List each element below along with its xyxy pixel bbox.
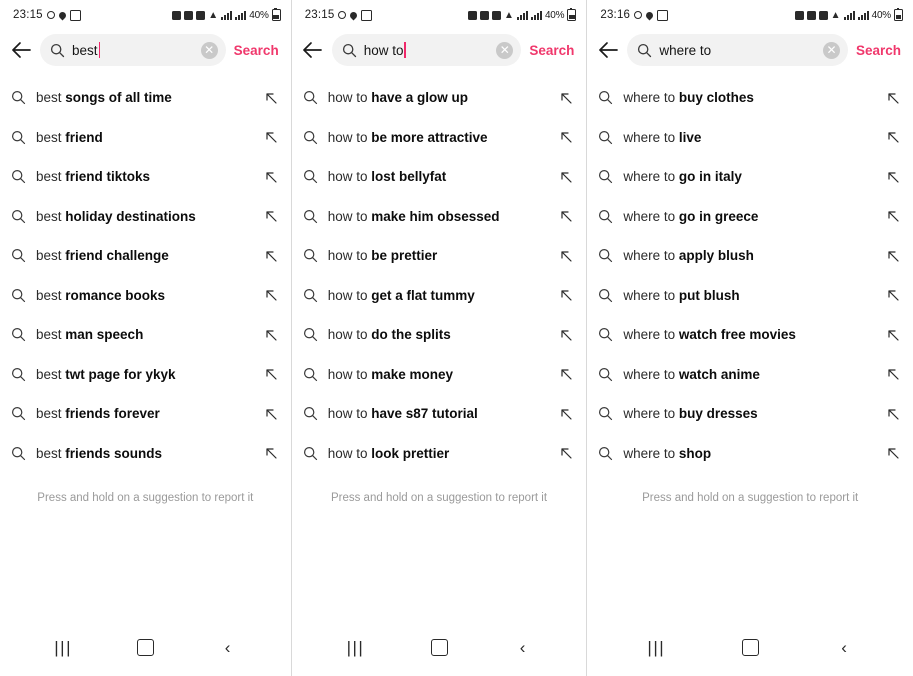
suggestion-item[interactable]: [292, 434, 587, 474]
suggestion-completion: friend challenge: [65, 248, 169, 264]
search-icon: [303, 367, 318, 382]
suggestion-text: [328, 367, 549, 382]
suggestion-prefix: how to: [327, 208, 372, 224]
system-nav-bar: [0, 618, 291, 676]
search-icon: [303, 169, 318, 184]
home-icon: [742, 639, 759, 656]
status-bar-right: [795, 9, 903, 21]
record-dot-icon: [47, 11, 55, 19]
battery-percent: 40%: [544, 9, 565, 21]
suggestion-prefix: how to: [327, 327, 372, 343]
insert-arrow-icon[interactable]: [558, 366, 574, 382]
suggestion-item[interactable]: [292, 394, 587, 434]
home-icon: [137, 639, 154, 656]
phone-screen-howto: [291, 0, 587, 676]
suggestion-prefix: where to: [623, 366, 679, 382]
suggestion-item[interactable]: [292, 78, 587, 118]
suggestion-completion: put blush: [678, 287, 740, 303]
suggestion-prefix: how to: [327, 169, 372, 185]
notification-icon-2: [807, 11, 816, 20]
recents-button[interactable]: |||: [647, 637, 666, 657]
signal-bars-icon-2: [235, 11, 246, 20]
suggestion-item[interactable]: [587, 236, 913, 276]
location-pin-icon: [645, 10, 655, 20]
search-input[interactable]: [627, 34, 848, 66]
suggestion-completion: buy dresses: [678, 406, 758, 422]
suggestion-completion: friends sounds: [65, 445, 163, 461]
insert-arrow-icon[interactable]: [885, 287, 901, 303]
suggestion-prefix: best: [36, 169, 66, 185]
suggestion-completion: man speech: [65, 327, 144, 343]
system-nav-bar: [292, 618, 587, 676]
notification-icon-2: [480, 11, 489, 20]
suggestion-completion: make money: [371, 366, 454, 382]
suggestion-completion: be more attractive: [371, 129, 488, 145]
insert-arrow-icon[interactable]: [558, 248, 574, 264]
search-icon: [303, 130, 318, 145]
suggestion-prefix: best: [36, 208, 66, 224]
home-button[interactable]: [422, 630, 456, 664]
system-nav-bar: [587, 618, 913, 676]
suggestion-prefix: how to: [327, 287, 372, 303]
suggestion-text: [36, 169, 253, 184]
status-bar: [587, 0, 913, 30]
suggestion-item[interactable]: [292, 157, 587, 197]
suggestion-prefix: where to: [623, 406, 679, 422]
suggestion-prefix: best: [36, 248, 66, 264]
notification-icon-3: [492, 11, 501, 20]
insert-arrow-icon[interactable]: [263, 366, 279, 382]
suggestion-prefix: where to: [623, 90, 679, 106]
search-icon: [11, 446, 26, 461]
suggestion-item[interactable]: [587, 434, 913, 474]
back-arrow-icon[interactable]: [8, 37, 34, 63]
suggestion-prefix: best: [36, 366, 66, 382]
back-button[interactable]: ‹: [519, 637, 526, 657]
wifi-icon: ▲: [830, 9, 841, 21]
back-arrow-icon[interactable]: [300, 37, 326, 63]
signal-bars-icon: [844, 11, 855, 20]
insert-arrow-icon[interactable]: [885, 327, 901, 343]
suggestion-item[interactable]: [0, 394, 291, 434]
insert-arrow-icon[interactable]: [263, 169, 279, 185]
suggestion-completion: shop: [678, 445, 712, 461]
suggestion-completion: do the splits: [371, 327, 451, 343]
suggestion-text: [36, 248, 253, 263]
insert-arrow-icon[interactable]: [558, 445, 574, 461]
record-dot-icon: [338, 11, 346, 19]
search-icon: [11, 169, 26, 184]
suggestion-text: [328, 406, 549, 421]
suggestion-item[interactable]: [587, 315, 913, 355]
suggestion-completion: romance books: [65, 287, 166, 303]
search-icon: [598, 248, 613, 263]
suggestion-item[interactable]: [292, 118, 587, 158]
suggestion-prefix: how to: [327, 248, 372, 264]
search-icon: [303, 209, 318, 224]
notification-icon-2: [184, 11, 193, 20]
suggestion-text: [328, 446, 549, 461]
suggestion-prefix: how to: [327, 366, 372, 382]
insert-arrow-icon[interactable]: [263, 406, 279, 422]
insert-arrow-icon[interactable]: [558, 406, 574, 422]
insert-arrow-icon[interactable]: [263, 248, 279, 264]
suggestion-completion: friends forever: [65, 406, 160, 422]
back-button[interactable]: ‹: [224, 637, 231, 657]
search-icon: [598, 90, 613, 105]
suggestion-item[interactable]: [587, 78, 913, 118]
suggestion-item[interactable]: [0, 197, 291, 237]
search-input[interactable]: [332, 34, 522, 66]
suggestion-list: [587, 76, 913, 473]
battery-percent: 40%: [871, 9, 891, 21]
suggestion-completion: have s87 tutorial: [371, 406, 478, 422]
suggestion-item[interactable]: [587, 394, 913, 434]
status-bar-right: [468, 9, 576, 21]
notification-icon-3: [196, 11, 205, 20]
status-bar-right: [172, 9, 280, 21]
suggestion-text: [36, 446, 253, 461]
clear-icon[interactable]: ✕: [823, 42, 840, 59]
text-caret: [404, 42, 406, 58]
search-icon: [342, 43, 357, 58]
suggestion-completion: go in italy: [678, 169, 742, 185]
suggestion-item[interactable]: [0, 236, 291, 276]
suggestion-item[interactable]: [587, 355, 913, 395]
suggestion-item[interactable]: [292, 315, 587, 355]
search-icon: [11, 90, 26, 105]
suggestion-item[interactable]: [0, 78, 291, 118]
battery-percent: 40%: [249, 9, 269, 21]
suggestion-completion: friend tiktoks: [65, 169, 151, 185]
suggestion-text: [623, 406, 875, 421]
insert-arrow-icon[interactable]: [558, 287, 574, 303]
back-arrow-icon[interactable]: [595, 37, 621, 63]
suggestion-prefix: best: [36, 406, 66, 422]
search-icon: [303, 90, 318, 105]
suggestion-completion: lost bellyfat: [371, 169, 447, 185]
suggestion-item[interactable]: [587, 276, 913, 316]
suggestion-prefix: best: [36, 90, 66, 106]
insert-arrow-icon[interactable]: [885, 406, 901, 422]
suggestion-text: [623, 169, 875, 184]
suggestion-text: [623, 209, 875, 224]
suggestion-prefix: best: [36, 287, 66, 303]
insert-arrow-icon[interactable]: [885, 90, 901, 106]
suggestion-item[interactable]: [0, 434, 291, 474]
insert-arrow-icon[interactable]: [885, 445, 901, 461]
suggestion-text: [623, 446, 875, 461]
suggestion-text: [328, 248, 549, 263]
search-bar: [292, 30, 587, 76]
suggestion-text: [623, 90, 875, 105]
battery-icon: [567, 9, 576, 21]
status-bar-left: [13, 9, 81, 21]
screenshot-icon: [361, 10, 372, 21]
search-icon: [303, 327, 318, 342]
battery-icon: [272, 9, 281, 21]
search-icon: [11, 288, 26, 303]
notification-icon-3: [819, 11, 828, 20]
suggestion-prefix: where to: [623, 129, 679, 145]
search-query-text: best: [72, 42, 98, 58]
search-icon: [303, 288, 318, 303]
insert-arrow-icon[interactable]: [558, 327, 574, 343]
insert-arrow-icon[interactable]: [885, 169, 901, 185]
suggestion-item[interactable]: [0, 118, 291, 158]
phone-screen-whereto: [586, 0, 913, 676]
signal-bars-icon: [221, 11, 232, 20]
search-icon: [11, 406, 26, 421]
search-icon: [11, 130, 26, 145]
notification-icon-1: [795, 11, 804, 20]
notification-icon-1: [468, 11, 477, 20]
suggestion-prefix: how to: [327, 90, 372, 106]
suggestion-completion: twt page for ykyk: [65, 366, 176, 382]
search-icon: [303, 248, 318, 263]
suggestion-item[interactable]: [0, 315, 291, 355]
suggestion-prefix: where to: [623, 287, 679, 303]
search-bar: [0, 30, 291, 76]
home-button[interactable]: [733, 630, 767, 664]
suggestion-text: [623, 327, 875, 342]
suggestion-text: [36, 209, 253, 224]
suggestion-text: [328, 327, 549, 342]
suggestion-list: [0, 76, 291, 473]
status-bar: [292, 0, 587, 30]
search-icon: [598, 169, 613, 184]
suggestion-text: [328, 90, 549, 105]
insert-arrow-icon[interactable]: [263, 129, 279, 145]
suggestion-text: [623, 367, 875, 382]
search-query-wrap: [72, 42, 194, 58]
search-icon: [11, 248, 26, 263]
signal-bars-icon: [517, 11, 528, 20]
suggestion-completion: go in greece: [678, 208, 759, 224]
record-dot-icon: [634, 11, 642, 19]
screenshot-icon: [70, 10, 81, 21]
signal-bars-icon-2: [531, 11, 542, 20]
suggestion-prefix: how to: [327, 406, 372, 422]
suggestion-prefix: where to: [623, 327, 679, 343]
search-input[interactable]: [40, 34, 226, 66]
suggestion-text: [36, 130, 253, 145]
suggestion-completion: holiday destinations: [65, 208, 196, 224]
suggestion-item[interactable]: [292, 197, 587, 237]
search-icon: [598, 288, 613, 303]
suggestion-completion: make him obsessed: [371, 208, 500, 224]
suggestion-prefix: where to: [623, 445, 679, 461]
suggestion-item[interactable]: [292, 276, 587, 316]
suggestion-text: [623, 130, 875, 145]
suggestion-prefix: how to: [327, 445, 372, 461]
search-icon: [11, 367, 26, 382]
suggestion-prefix: where to: [623, 169, 679, 185]
recents-button[interactable]: |||: [54, 637, 72, 657]
search-query-wrap: [659, 43, 816, 58]
status-time: 23:15: [13, 9, 43, 21]
insert-arrow-icon[interactable]: [558, 90, 574, 106]
search-icon: [598, 367, 613, 382]
insert-arrow-icon[interactable]: [263, 287, 279, 303]
suggestion-item[interactable]: [0, 157, 291, 197]
phone-screen-best: [0, 0, 291, 676]
search-icon: [303, 406, 318, 421]
suggestion-text: [623, 288, 875, 303]
clear-icon[interactable]: ✕: [496, 42, 513, 59]
notification-icon-1: [172, 11, 181, 20]
suggestion-completion: be prettier: [371, 248, 438, 264]
clear-icon[interactable]: ✕: [201, 42, 218, 59]
suggestion-text: [328, 130, 549, 145]
insert-arrow-icon[interactable]: [263, 327, 279, 343]
battery-icon: [894, 9, 903, 21]
suggestion-prefix: best: [36, 129, 66, 145]
screenshot-icon: [657, 10, 668, 21]
suggestion-text: [623, 248, 875, 263]
report-hint: Press and hold on a suggestion to report it: [330, 492, 548, 504]
suggestion-item[interactable]: [587, 157, 913, 197]
suggestion-text: [328, 288, 549, 303]
search-button[interactable]: Search: [233, 42, 279, 58]
suggestion-text: [36, 288, 253, 303]
signal-bars-icon-2: [858, 11, 869, 20]
suggestion-list: [292, 76, 587, 473]
search-query-text: how to: [363, 42, 404, 58]
insert-arrow-icon[interactable]: [263, 445, 279, 461]
back-button[interactable]: ‹: [841, 637, 847, 657]
suggestion-item[interactable]: [587, 197, 913, 237]
search-icon: [303, 446, 318, 461]
suggestion-completion: look prettier: [371, 445, 450, 461]
suggestion-prefix: best: [36, 445, 66, 461]
suggestion-text: [328, 209, 549, 224]
insert-arrow-icon[interactable]: [885, 129, 901, 145]
insert-arrow-icon[interactable]: [558, 129, 574, 145]
insert-arrow-icon[interactable]: [885, 366, 901, 382]
search-icon: [598, 446, 613, 461]
search-icon: [637, 43, 652, 58]
suggestion-item[interactable]: [292, 355, 587, 395]
insert-arrow-icon[interactable]: [263, 90, 279, 106]
search-query-wrap: [364, 42, 490, 58]
insert-arrow-icon[interactable]: [558, 169, 574, 185]
location-pin-icon: [349, 10, 359, 20]
suggestion-prefix: how to: [327, 129, 372, 145]
suggestion-completion: have a glow up: [371, 90, 468, 106]
suggestion-item[interactable]: [292, 236, 587, 276]
wifi-icon: ▲: [503, 9, 514, 21]
suggestion-text: [36, 90, 253, 105]
suggestion-item[interactable]: [0, 276, 291, 316]
suggestion-completion: apply blush: [678, 248, 754, 264]
home-button[interactable]: [128, 630, 162, 664]
search-button[interactable]: Search: [529, 42, 575, 58]
suggestion-prefix: where to: [623, 248, 679, 264]
insert-arrow-icon[interactable]: [885, 248, 901, 264]
suggestion-completion: buy clothes: [678, 90, 754, 106]
recents-button[interactable]: |||: [346, 637, 365, 657]
search-icon: [598, 209, 613, 224]
suggestion-text: [36, 327, 253, 342]
search-icon: [11, 209, 26, 224]
status-bar-left: [305, 9, 373, 21]
search-bar: [587, 30, 913, 76]
suggestion-completion: live: [678, 129, 702, 145]
suggestion-text: [328, 169, 549, 184]
search-icon: [598, 327, 613, 342]
suggestion-completion: watch anime: [678, 366, 760, 382]
suggestion-completion: watch free movies: [678, 327, 796, 343]
search-button[interactable]: Search: [855, 42, 901, 58]
insert-arrow-icon[interactable]: [558, 208, 574, 224]
insert-arrow-icon[interactable]: [263, 208, 279, 224]
report-hint: Press and hold on a suggestion to report it: [37, 492, 254, 504]
status-time: 23:15: [304, 9, 335, 21]
suggestion-item[interactable]: [0, 355, 291, 395]
location-pin-icon: [57, 10, 67, 20]
search-icon: [598, 406, 613, 421]
home-icon: [431, 639, 448, 656]
suggestion-completion: friend: [65, 129, 103, 145]
insert-arrow-icon[interactable]: [885, 208, 901, 224]
suggestion-prefix: best: [36, 327, 66, 343]
suggestion-completion: songs of all time: [65, 90, 172, 106]
status-bar: [0, 0, 291, 30]
suggestion-text: [36, 406, 253, 421]
suggestion-item[interactable]: [587, 118, 913, 158]
suggestion-completion: get a flat tummy: [371, 287, 475, 303]
search-icon: [598, 130, 613, 145]
report-hint: Press and hold on a suggestion to report it: [642, 492, 859, 504]
suggestion-prefix: where to: [623, 208, 679, 224]
text-caret: [99, 42, 101, 58]
search-icon: [50, 43, 65, 58]
wifi-icon: ▲: [208, 9, 219, 21]
status-time: 23:16: [600, 9, 631, 21]
suggestion-text: [36, 367, 253, 382]
status-bar-left: [600, 9, 668, 21]
search-query-text: where to: [659, 42, 712, 58]
search-icon: [11, 327, 26, 342]
